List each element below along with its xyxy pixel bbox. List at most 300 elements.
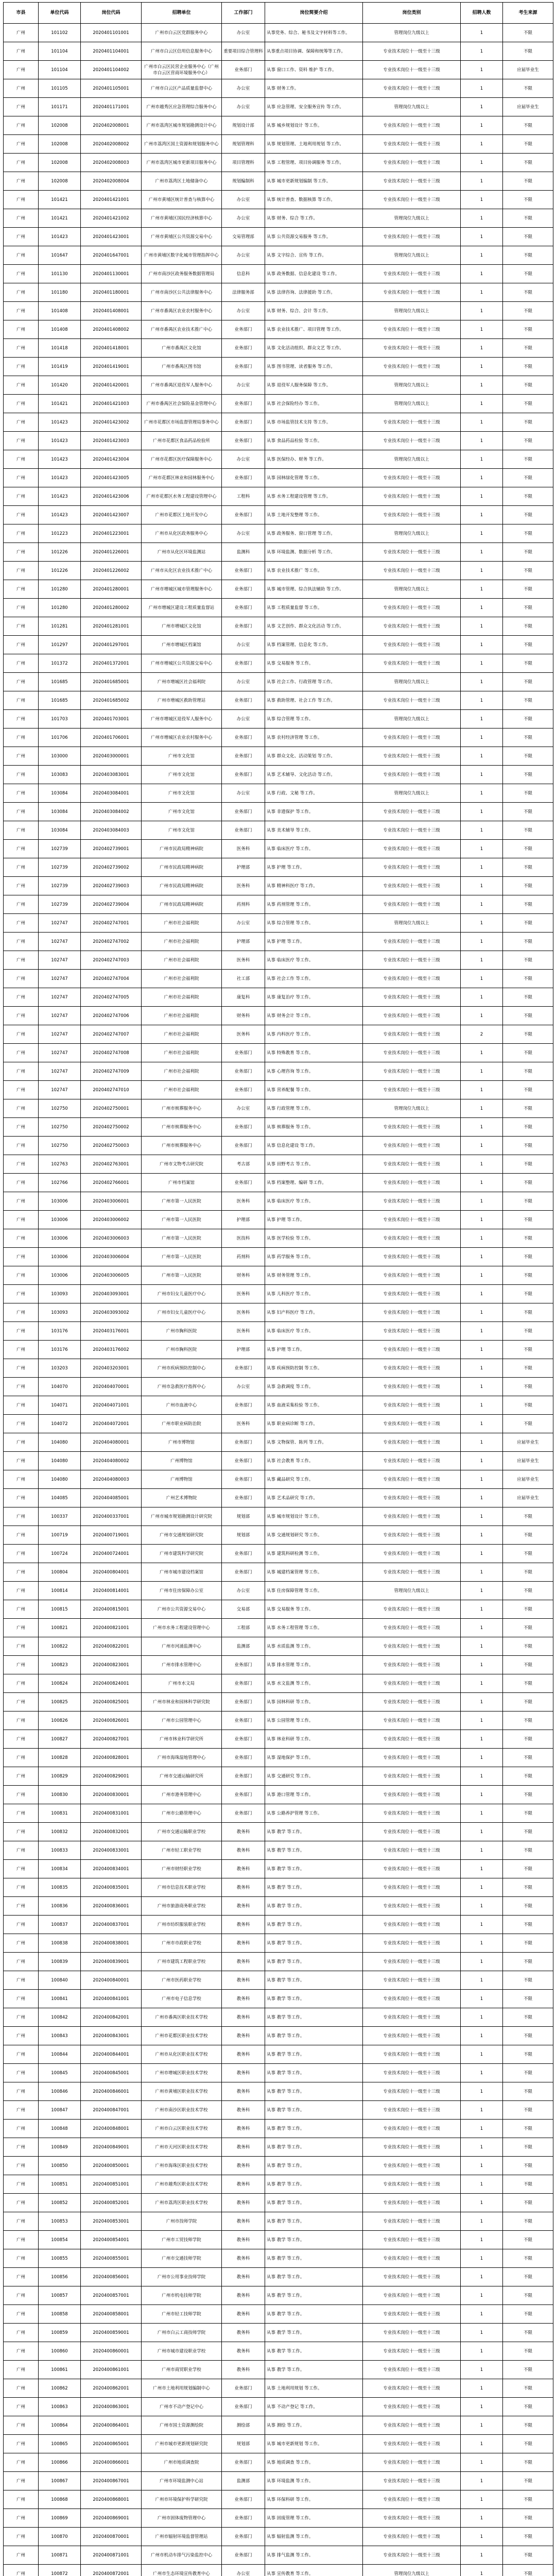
table-row [4,1786,553,1804]
table-row [4,2231,553,2249]
table-cell: 2020403006005 [81,1266,142,1285]
table-cell: 不限 [503,1990,553,2008]
table-cell: 广州市黄埔区职业技术学校 [142,2082,222,2101]
table-cell: 1 [461,1749,503,1767]
table-cell: 100829 [39,1767,81,1786]
table-row [4,1804,553,1823]
table-cell: 广州 [4,2565,39,2576]
table-cell: 业务部门 [222,320,265,339]
column-header: 单位代码 [39,3,81,24]
table-cell: 从事 临床医疗 等工作。 [265,840,363,858]
table-cell: 广州市胸科医院 [142,1322,222,1341]
table-cell: 广州市工贸技师学院 [142,2231,222,2249]
table-cell: 护理部 [222,858,265,877]
table-cell: 业务部门 [222,2546,265,2565]
table-cell: 从事 教学 等工作。 [265,1878,363,1897]
table-cell: 专业技术岗位十一级至十三级 [363,821,461,840]
table-cell: 管理岗位九级以上 [363,784,461,803]
table-cell: 广州 [4,1378,39,1396]
table-cell: 广州 [4,98,39,116]
table-cell: 业务部门 [222,2509,265,2528]
table-cell: 从事 教学 等工作。 [265,2138,363,2157]
table-cell: 101423 [39,228,81,246]
table-cell: 从事 教学 等工作。 [265,2249,363,2268]
table-cell: 从事 艺术辅导、文化活动 等工作。 [265,766,363,784]
table-cell: 专业技术岗位十一级至十三级 [363,2528,461,2546]
table-cell: 不限 [503,710,553,728]
table-row [4,543,553,562]
table-cell: 业务部门 [222,432,265,450]
table-cell: 专业技术岗位十一级至十三级 [363,2453,461,2472]
column-header: 考生来源 [503,3,553,24]
table-cell: 不限 [503,2082,553,2101]
table-cell: 2020401297001 [81,636,142,654]
table-cell: 广州市文化馆 [142,821,222,840]
table-cell: 办公室 [222,784,265,803]
table-cell: 2020401280001 [81,580,142,599]
table-cell: 广州市社会福利院 [142,1062,222,1081]
table-cell: 从事 殡葬服务 等工作。 [265,1118,363,1137]
table-cell: 1 [461,2157,503,2175]
table-row [4,487,553,506]
table-row [4,1841,553,1860]
table-cell: 规划编制科 [222,172,265,191]
table-cell: 广州市文化馆 [142,803,222,821]
table-cell: 专业技术岗位十一级至十三级 [363,1303,461,1322]
table-cell: 从事 教学 等工作。 [265,2342,363,2361]
table-cell: 1 [461,580,503,599]
table-row [4,1155,553,1174]
table-row [4,1099,553,1118]
table-cell: 1 [461,376,503,395]
table-cell: 2020402008002 [81,135,142,154]
table-cell: 专业技术岗位十一级至十三级 [363,2546,461,2565]
table-cell: 102008 [39,116,81,135]
table-header [4,3,553,24]
table-cell: 专业技术岗位十一级至十三级 [363,116,461,135]
table-cell: 103084 [39,803,81,821]
table-cell: 广州 [4,2231,39,2249]
table-cell: 业务部门 [222,469,265,487]
table-cell: 广州市地质调查院 [142,2453,222,2472]
table-cell: 从事 交易服务 等工作。 [265,654,363,673]
table-cell: 广州市从化区政务服务中心 [142,524,222,543]
table-cell: 从事 文艺创作、群众文化活动 等工作。 [265,617,363,636]
table-cell: 从事 药剂管理 等工作。 [265,895,363,914]
table-cell: 医务科 [222,1415,265,1433]
table-cell: 2020400830001 [81,1786,142,1804]
table-cell: 专业技术岗位十一级至十三级 [363,1563,461,1582]
table-cell: 广州市荔湾区土地储备中心 [142,172,222,191]
column-header: 工作部门 [222,3,265,24]
table-cell: 从事 护理 等工作。 [265,858,363,877]
table-cell: 103006 [39,1266,81,1285]
table-cell: 2020401703001 [81,710,142,728]
table-cell: 从事 城建档案管理 等工作。 [265,1563,363,1582]
table-cell: 2020400863001 [81,2398,142,2416]
table-cell: 100854 [39,2231,81,2249]
table-cell: 100840 [39,1971,81,1990]
table-cell: 100847 [39,2101,81,2120]
table-cell: 应届毕业生 [503,1470,553,1489]
table-cell: 广州市社会福利院 [142,933,222,951]
table-row [4,1730,553,1749]
table-cell: 专业技术岗位十一级至十三级 [363,2342,461,2361]
table-cell: 1 [461,2490,503,2509]
table-cell: 100864 [39,2416,81,2435]
table-cell: 广州 [4,246,39,265]
table-cell: 102747 [39,1025,81,1044]
table-cell: 从事 工程质量监督 等工作。 [265,599,363,617]
table-cell: 1 [461,2398,503,2416]
table-cell: 103093 [39,1303,81,1322]
table-cell: 医务科 [222,1285,265,1303]
table-cell: 广州 [4,784,39,803]
table-cell: 广州市社会福利院 [142,914,222,933]
table-row [4,2416,553,2435]
table-row [4,784,553,803]
table-cell: 从事 水务工程管理 等工作。 [265,1619,363,1637]
table-cell: 从事 非遗保护 等工作。 [265,803,363,821]
table-row [4,2435,553,2453]
table-cell: 医务科 [222,1192,265,1211]
table-cell: 不限 [503,1897,553,1916]
table-cell: 广州市天河区职业技术学校 [142,2138,222,2157]
table-cell: 专业技术岗位十一级至十三级 [363,191,461,209]
table-row [4,1637,553,1656]
table-cell: 103006 [39,1192,81,1211]
table-cell: 103203 [39,1359,81,1378]
table-cell: 广州市增城区城市管理服务中心 [142,580,222,599]
table-cell: 1 [461,1878,503,1897]
table-cell: 专业技术岗位十一级至十三级 [363,1600,461,1619]
table-cell: 从事 行政管理 等工作。 [265,1099,363,1118]
table-cell: 广州 [4,1730,39,1749]
table-row [4,1211,553,1229]
table-cell: 2020401685002 [81,691,142,710]
table-cell: 专业技术岗位十一级至十三级 [363,2027,461,2045]
table-cell: 2020400838001 [81,1934,142,1953]
table-cell: 101685 [39,691,81,710]
table-row [4,2324,553,2342]
table-cell: 广州市殡葬服务中心 [142,1099,222,1118]
table-cell: 不限 [503,1378,553,1396]
table-cell: 从事 文化活动组织、群众文艺 等工作。 [265,339,363,358]
table-cell: 101421 [39,191,81,209]
table-cell: 103176 [39,1322,81,1341]
table-cell: 广州市殡葬服务中心 [142,1118,222,1137]
table-row [4,2082,553,2101]
table-cell: 专业技术岗位十一级至十三级 [363,1878,461,1897]
table-cell: 广州市番禺区退役军人服务中心 [142,376,222,395]
table-cell: 专业技术岗位十一级至十三级 [363,265,461,283]
table-cell: 100842 [39,2008,81,2027]
table-cell: 不限 [503,172,553,191]
table-cell: 2020403006004 [81,1248,142,1266]
table-cell: 100822 [39,1637,81,1656]
table-cell: 102766 [39,1174,81,1192]
table-row [4,2064,553,2082]
table-cell: 从事 教学 等工作。 [265,2324,363,2342]
table-cell: 2020400867001 [81,2472,142,2490]
table-cell: 教务科 [222,1953,265,1971]
table-cell: 1 [461,1378,503,1396]
table-cell: 广州 [4,506,39,524]
table-cell: 从事 综合管理 等工作。 [265,914,363,933]
table-cell: 专业技术岗位十一级至十三级 [363,2379,461,2398]
table-cell: 1 [461,1545,503,1563]
table-cell: 广州 [4,1137,39,1155]
table-cell: 100841 [39,1990,81,2008]
table-cell: 不限 [503,2286,553,2305]
table-cell: 从事 精神科医疗 等工作。 [265,877,363,895]
table-row [4,1248,553,1266]
table-cell: 从事 社会保险经办 等工作。 [265,395,363,413]
table-row [4,2361,553,2379]
table-cell: 从事 教学 等工作。 [265,1860,363,1878]
table-cell: 业务部门 [222,1137,265,1155]
table-cell: 广州 [4,2101,39,2120]
table-cell: 广州市水务工程建设管理中心 [142,1619,222,1637]
table-cell: 2020403000001 [81,747,142,766]
table-cell: 102739 [39,877,81,895]
table-cell: 1 [461,1637,503,1656]
table-cell: 2020401423006 [81,487,142,506]
table-cell: 不限 [503,2027,553,2045]
table-cell: 广州市增城区农业农村服务中心 [142,728,222,747]
table-cell: 业务部门 [222,1359,265,1378]
table-cell: 从事 群众文化、活动策划 等工作。 [265,747,363,766]
table-cell: 应届毕业生 [503,1452,553,1470]
table-cell: 1 [461,1433,503,1452]
table-cell: 专业技术岗位十一级至十三级 [363,1266,461,1285]
table-cell: 2020402750001 [81,1099,142,1118]
table-cell: 从事 药学服务 等工作。 [265,1248,363,1266]
table-cell: 办公室 [222,710,265,728]
table-cell: 广州市殡葬服务中心 [142,1137,222,1155]
table-cell: 教务科 [222,2324,265,2342]
table-cell: 1 [461,1916,503,1934]
table-cell: 广州市公共资源交易中心 [142,1600,222,1619]
table-cell: 从事 教学 等工作。 [265,1897,363,1916]
table-cell: 管理岗位九级以上 [363,246,461,265]
table-cell: 100844 [39,2045,81,2064]
table-cell: 专业技术岗位十一级至十三级 [363,1044,461,1062]
table-cell: 1 [461,2435,503,2453]
table-cell: 广州市文化馆 [142,747,222,766]
table-cell: 广州 [4,1563,39,1582]
table-cell: 办公室 [222,1099,265,1118]
table-cell: 广州市增城区职业技术学校 [142,2064,222,2082]
table-cell: 广州 [4,228,39,246]
table-cell: 101104 [39,42,81,61]
table-cell: 广州市黄埔区统计普查与核算中心 [142,191,222,209]
table-cell: 广州市交通技师学院 [142,2249,222,2268]
table-row [4,1081,553,1099]
table-cell: 2020401423001 [81,228,142,246]
table-cell: 103093 [39,1285,81,1303]
recruitment-table [3,2,553,2576]
table-cell: 专业技术岗位十一级至十三级 [363,1990,461,2008]
table-cell: 1 [461,766,503,784]
table-cell: 专业技术岗位十一级至十三级 [363,1433,461,1452]
table-cell: 不限 [503,803,553,821]
table-cell: 教务科 [222,2157,265,2175]
table-cell: 广州市公园管理中心 [142,1711,222,1730]
table-cell: 办公室 [222,302,265,320]
table-cell: 专业技术岗位十一级至十三级 [363,1415,461,1433]
table-cell: 不限 [503,2565,553,2576]
table-cell: 1 [461,2008,503,2027]
table-cell: 102739 [39,895,81,914]
table-cell: 101423 [39,506,81,524]
table-cell: 教务科 [222,2249,265,2268]
table-cell: 1 [461,877,503,895]
table-cell: 1 [461,895,503,914]
table-cell: 2020400843001 [81,2027,142,2045]
table-cell: 1 [461,1582,503,1600]
table-cell: 不限 [503,784,553,803]
table-cell: 广州 [4,1433,39,1452]
table-cell: 2020402747001 [81,914,142,933]
table-cell: 2020401423002 [81,413,142,432]
table-cell: 信息科 [222,265,265,283]
table-row [4,376,553,395]
table-cell: 从事 文字综合、宣传 等工作。 [265,246,363,265]
table-cell: 不限 [503,1137,553,1155]
table-cell: 100856 [39,2268,81,2286]
table-cell: 专业技术岗位十一级至十三级 [363,2101,461,2120]
table-row [4,933,553,951]
table-cell: 广州市博物馆 [142,1433,222,1452]
table-cell: 业务部门 [222,1044,265,1062]
table-row [4,1266,553,1285]
table-cell: 广州 [4,710,39,728]
table-cell: 专业技术岗位十一级至十三级 [363,1749,461,1767]
table-row [4,1507,553,1526]
table-cell: 1 [461,747,503,766]
table-cell: 专业技术岗位十一级至十三级 [363,895,461,914]
table-cell: 101171 [39,98,81,116]
table-cell: 1 [461,1099,503,1118]
table-cell: 从事 医学检验 等工作。 [265,1229,363,1248]
table-cell: 1 [461,320,503,339]
table-cell: 1 [461,2286,503,2305]
table-cell: 广州市增城区退役军人服务中心 [142,710,222,728]
table-cell: 1 [461,339,503,358]
table-cell: 广州 [4,1025,39,1044]
table-cell: 1 [461,24,503,42]
table-cell: 从事 综合管理 等工作。 [265,710,363,728]
table-cell: 专业技术岗位十一级至十三级 [363,562,461,580]
table-cell: 2020400833001 [81,1841,142,1860]
table-cell: 100839 [39,1953,81,1971]
table-cell: 2020402008001 [81,116,142,135]
table-cell: 广州市河涌监测中心 [142,1637,222,1656]
table-cell: 管理岗位九级以上 [363,524,461,543]
table-cell: 教务科 [222,2082,265,2101]
table-row [4,283,553,302]
table-cell: 从事 职业病诊断 等工作。 [265,1415,363,1433]
table-row [4,636,553,654]
table-cell: 工程科 [222,487,265,506]
table-cell: 100814 [39,1582,81,1600]
table-cell: 103006 [39,1229,81,1248]
table-cell: 不限 [503,1693,553,1711]
table-cell: 101226 [39,562,81,580]
table-cell: 不限 [503,599,553,617]
table-cell: 不限 [503,2101,553,2120]
table-row [4,1378,553,1396]
table-row [4,2045,553,2064]
table-cell: 从事 财务会计 等工作。 [265,1007,363,1025]
table-cell: 从事 环保科研 等工作。 [265,2490,363,2509]
table-cell: 广州 [4,1155,39,1174]
table-cell: 1 [461,951,503,970]
table-cell: 从事 美术辅导 等工作。 [265,821,363,840]
table-cell: 业务部门 [222,1674,265,1693]
table-cell: 业务部门 [222,2379,265,2398]
table-cell: 业务部门 [222,1711,265,1730]
table-row [4,172,553,191]
table-cell: 100853 [39,2212,81,2231]
table-cell: 不限 [503,1767,553,1786]
table-row [4,1415,553,1433]
table-cell: 广州 [4,728,39,747]
table-cell: 101280 [39,599,81,617]
table-cell: 从事 教学 等工作。 [265,2175,363,2194]
table-cell: 104085 [39,1489,81,1507]
table-cell: 101423 [39,487,81,506]
table-cell: 100859 [39,2324,81,2342]
table-cell: 护理部 [222,1341,265,1359]
table-cell: 专业技术岗位十一级至十三级 [363,2435,461,2453]
table-row [4,1619,553,1637]
table-cell: 广州市花都区水务工程建设管理中心 [142,487,222,506]
table-cell: 从事 图书管理、读者服务 等工作。 [265,358,363,376]
table-cell: 不限 [503,154,553,172]
table-cell: 不限 [503,840,553,858]
table-row [4,2342,553,2361]
table-cell: 从事 水务工程建设管理 等工作。 [265,487,363,506]
table-cell: 广州 [4,2361,39,2379]
table-cell: 专业技术岗位十一级至十三级 [363,691,461,710]
table-cell: 1 [461,1489,503,1507]
table-cell: 广州市番禺区文化馆 [142,339,222,358]
table-cell: 2020401372001 [81,654,142,673]
table-cell: 财务科 [222,1266,265,1285]
table-cell: 不限 [503,1841,553,1860]
table-cell: 业务部门 [222,2453,265,2472]
table-row [4,2305,553,2324]
table-cell: 从事 财务、综合、会计 等工作。 [265,302,363,320]
table-cell: 2020401421001 [81,191,142,209]
table-row [4,673,553,691]
table-cell: 不限 [503,2138,553,2157]
table-cell: 广州 [4,1211,39,1229]
table-cell: 管理岗位九级以上 [363,98,461,116]
table-cell: 不限 [503,1174,553,1192]
table-cell: 101419 [39,358,81,376]
table-cell: 广州 [4,1860,39,1878]
table-cell: 不限 [503,1044,553,1062]
table-cell: 广州市城市建设档案馆 [142,1563,222,1582]
table-cell: 广州 [4,1081,39,1099]
table-cell: 广州 [4,191,39,209]
table-cell: 办公室 [222,191,265,209]
table-cell: 2020400859001 [81,2324,142,2342]
table-cell: 管理岗位九级以上 [363,395,461,413]
